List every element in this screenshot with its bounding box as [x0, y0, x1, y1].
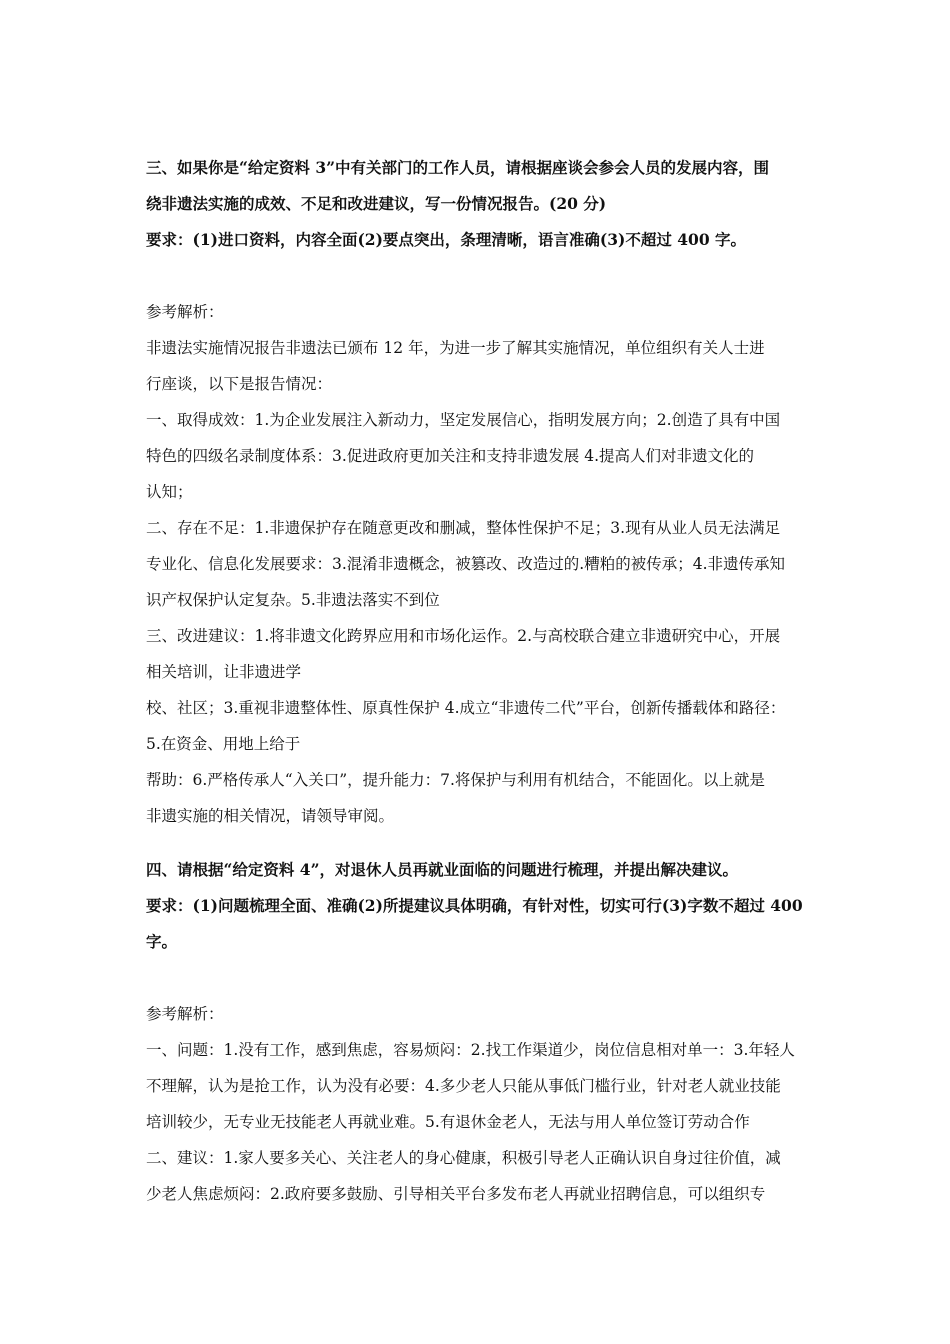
section3-answer-line: 相关培训，让非遗进学 [146, 663, 302, 681]
section4-answer-line: 一、问题：1.没有工作，感到焦虑，容易烦闷：2.找工作渠道少，岗位信息相对单一：3.年轻人 [146, 1041, 795, 1059]
spacer [146, 834, 814, 852]
section3-requirement: 要求：(1)进口资料，内容全面(2)要点突出，条理清晰，语言准确(3)不超过 400 字。 [146, 230, 747, 249]
document-page [146, 150, 814, 1212]
section4-requirement-line-2: 字。 [146, 932, 178, 951]
section4-question: 四、请根据“给定资料 4”，对退休人员再就业面临的问题进行梳理，并提出解决建议。 [146, 860, 739, 879]
section3-question-line-2: 绕非遗法实施的成效、不足和改进建议，写一份情况报告。(20 分) [146, 194, 607, 213]
section3-answer-line: 非遗法实施情况报告非遗法已颁布 12 年，为进一步了解其实施情况，单位组织有关人士进 [146, 339, 765, 357]
section4-answer-line: 少老人焦虑烦闷：2.政府要多鼓励、引导相关平台多发布老人再就业招聘信息，可以组织专 [146, 1185, 766, 1203]
section3-answer-line: 认知； [146, 483, 193, 501]
spacer [146, 258, 814, 294]
section3-answer-line: 行座谈，以下是报告情况： [146, 375, 333, 393]
spacer [146, 960, 814, 996]
section3-answer-line: 识产权保护认定复杂。5.非遗法落实不到位 [146, 591, 440, 609]
section4-analysis-label: 参考解析： [146, 1005, 224, 1023]
section4-requirement-line-1: 要求：(1)问题梳理全面、准确(2)所提建议具体明确，有针对性，切实可行(3)字数不超过 400 [146, 896, 803, 915]
section3-answer-line: 专业化、信息化发展要求：3.混淆非遗概念，被篡改、改造过的.糟粕的被传承；4.非遗传承知 [146, 555, 786, 573]
section3-answer-line: 一、取得成效：1.为企业发展注入新动力，坚定发展信心，指明发展方向；2.创造了具有中国 [146, 411, 781, 429]
section3-answer-line: 帮助：6.严格传承人“入关口”，提升能力：7.将保护与利用有机结合，不能固化。以上就是 [146, 771, 765, 789]
section3-analysis-label: 参考解析： [146, 303, 224, 321]
section4-answer-line: 培训较少，无专业无技能老人再就业难。5.有退休金老人，无法与用人单位签订劳动合作 [146, 1113, 750, 1131]
section4-answer-line: 二、建议：1.家人要多关心、关注老人的身心健康，积极引导老人正确认识自身过往价值，减 [146, 1149, 781, 1167]
section3-answer-line: 5.在资金、用地上给于 [146, 735, 301, 753]
section3-answer-line: 二、存在不足：1.非遗保护存在随意更改和删减，整体性保护不足；3.现有从业人员无法满足 [146, 519, 781, 537]
section4-answer-line: 不理解，认为是抢工作，认为没有必要：4.多少老人只能从事低门槛行业，针对老人就业技能 [146, 1077, 781, 1095]
section3-answer-line: 三、改进建议：1.将非遗文化跨界应用和市场化运作。2.与高校联合建立非遗研究中心，开展 [146, 627, 781, 645]
section3-answer-line: 非遗实施的相关情况，请领导审阅。 [146, 807, 395, 825]
section3-question-line-1: 三、如果你是“给定资料 3”中有关部门的工作人员，请根据座谈会参会人员的发展内容，围 [146, 158, 770, 177]
section3-answer-line: 特色的四级名录制度体系：3.促进政府更加关注和支持非遗发展 4.提高人们对非遗文化的 [146, 447, 755, 465]
section3-answer-line: 校、社区；3.重视非遗整体性、原真性保护 4.成立“非遗传二代”平台，创新传播载体和路径： [146, 699, 786, 717]
